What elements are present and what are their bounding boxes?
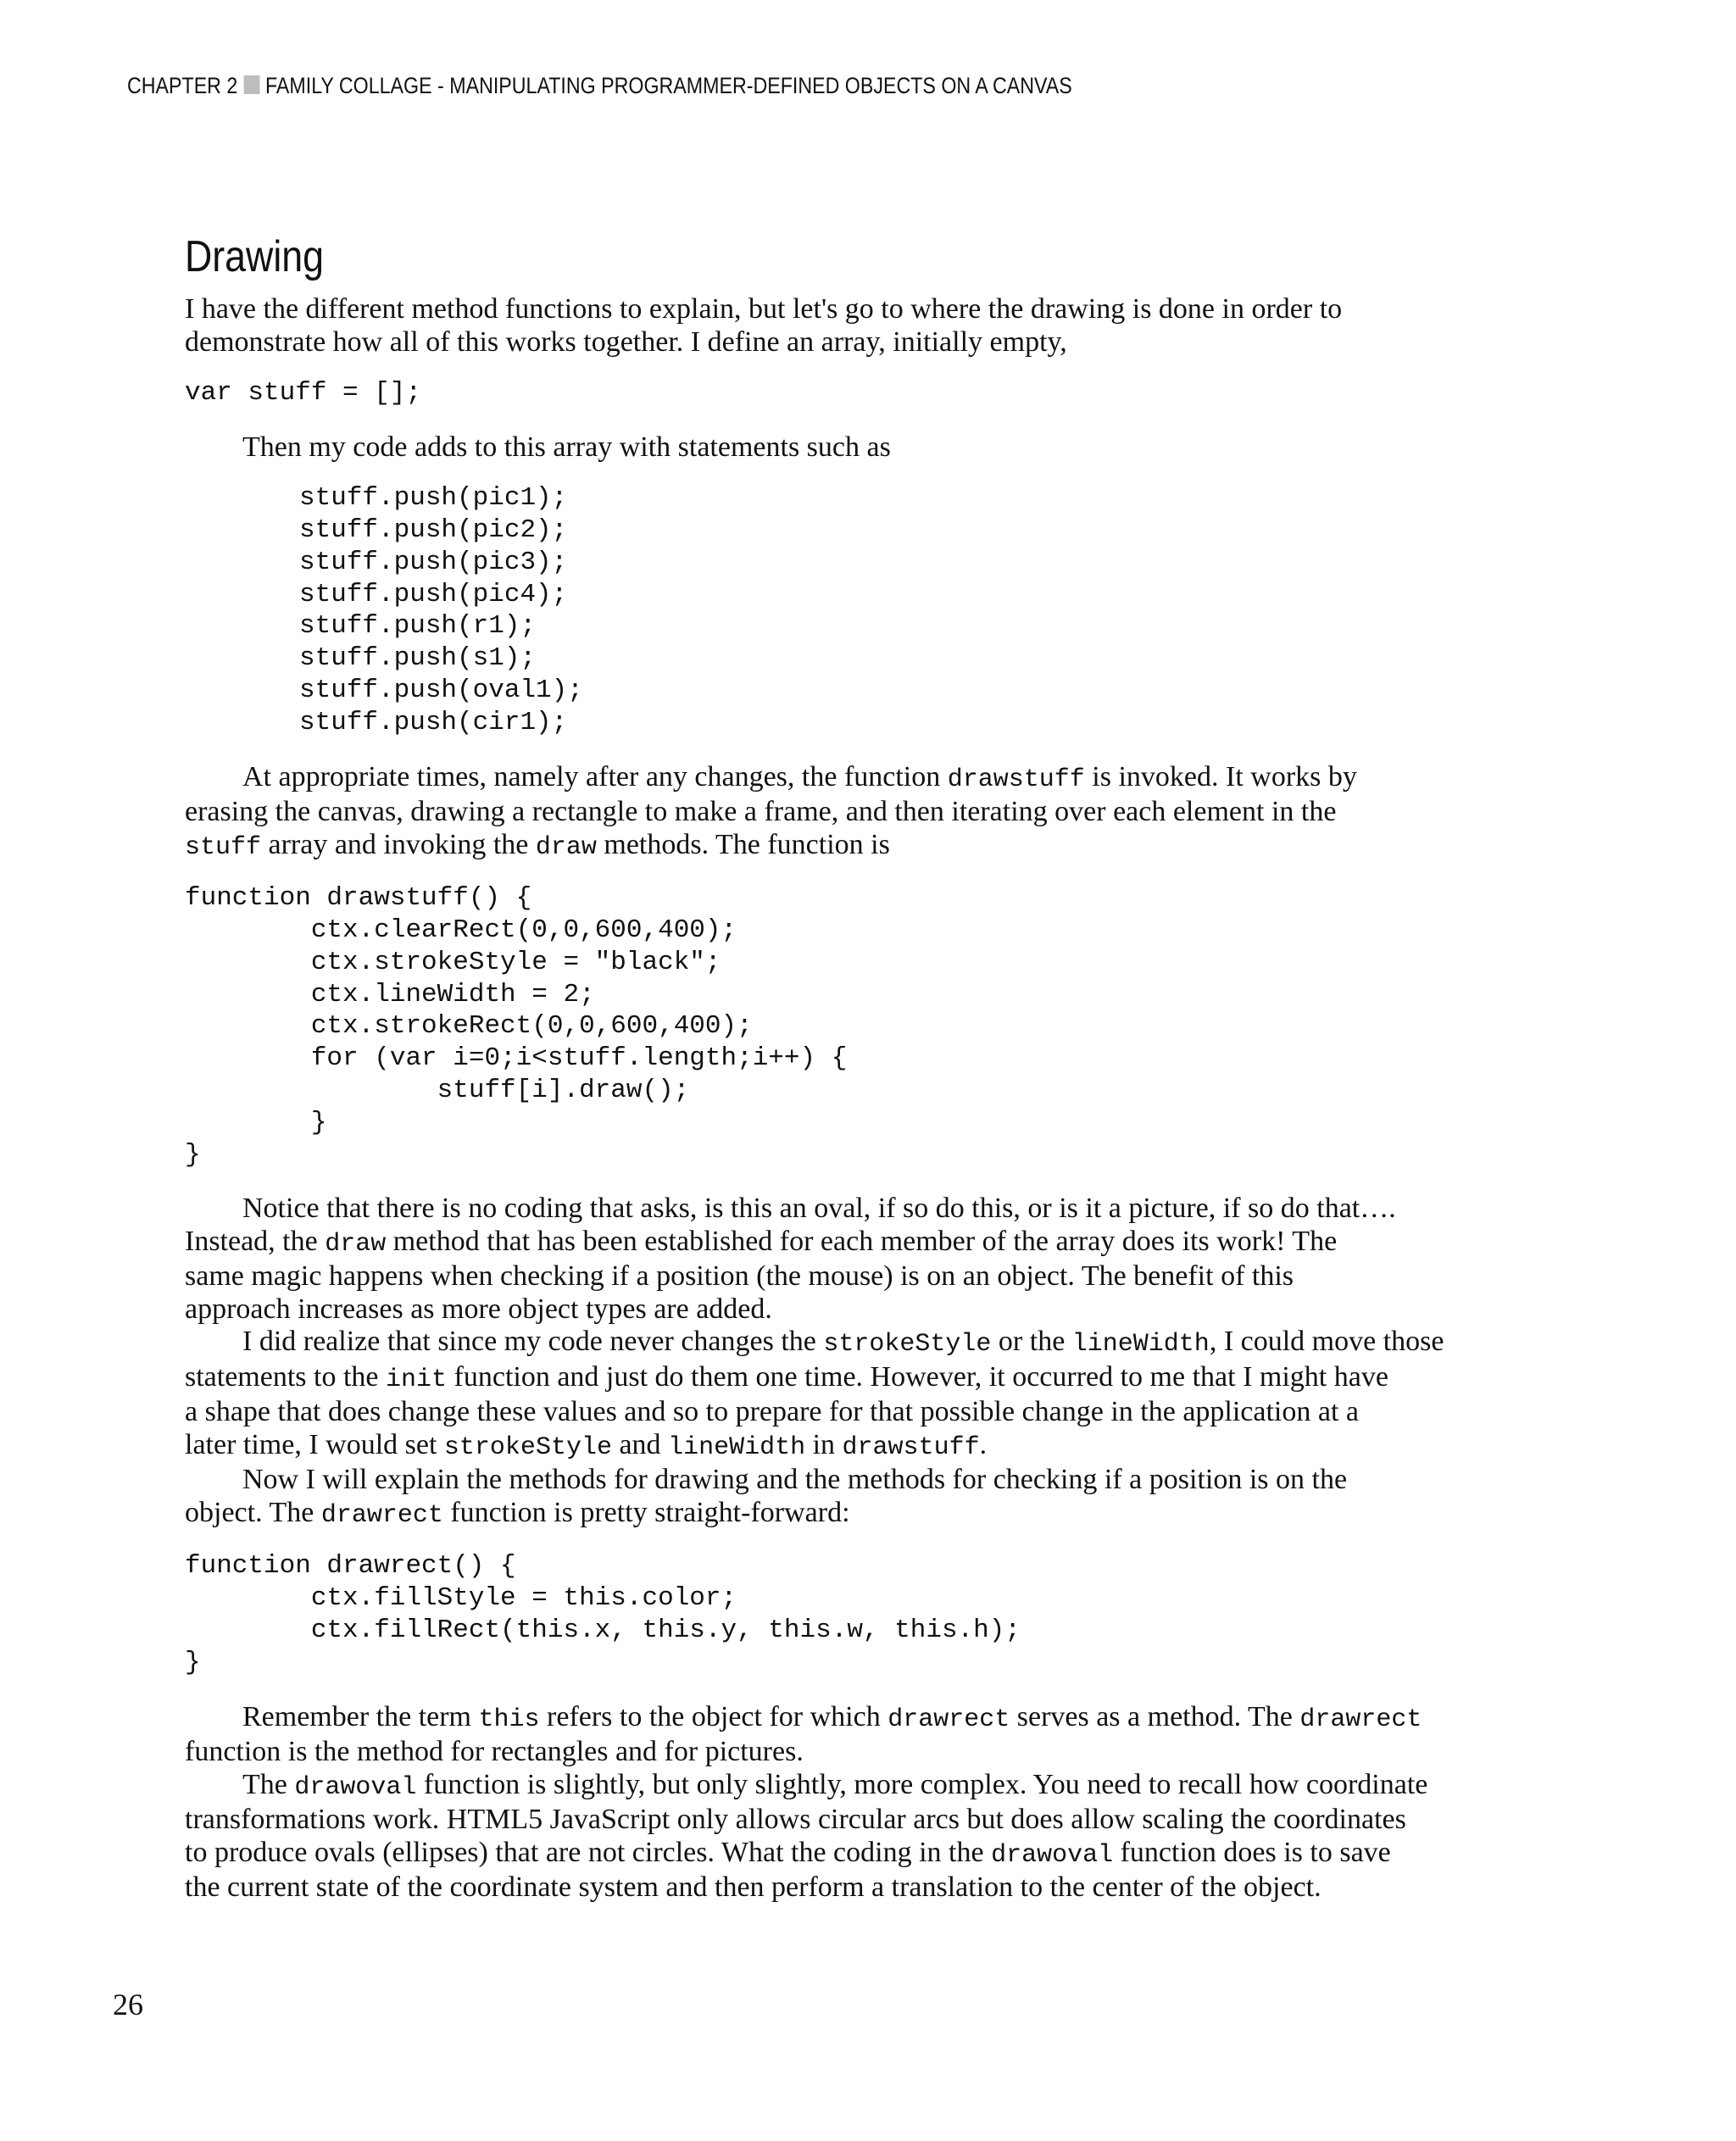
code-block-array-declaration: var stuff = []; (185, 378, 422, 408)
separator-square-icon (243, 75, 259, 94)
paragraph-explain-methods: Now I will explain the methods for drawing and the methods for checking if a position is on the object. The drawrect function is pretty straight-forward: (185, 1464, 1348, 1530)
paragraph-this-term: Remember the term this refers to the object for which drawrect serves as a method. The drawrect function is the method for rectangles and for pictures. (185, 1700, 1422, 1768)
code-block-push-statements: stuff.push(pic1); stuff.push(pic2); stuff.push(pic3); stuff.push(pic4); stuff.push(r1); stuff.push(s1); stuff.push(oval1); stuff.push(cir1); (299, 483, 583, 737)
chapter-label: CHAPTER 2 (127, 73, 238, 98)
code-block-drawstuff: function drawstuff() { ctx.clearRect(0,0,600,400); ctx.strokeStyle = "black"; ctx.lineWidth = 2; ctx.strokeRect(0,0,600,400); for (var i=0;i<stuff.length;i++) { stuff[i].draw(); } } (185, 883, 848, 1170)
code-block-drawrect: function drawrect() { ctx.fillStyle = this.color; ctx.fillRect(this.x, this.y, this.w, this.h); } (185, 1551, 1021, 1677)
paragraph-drawstuff: At appropriate times, namely after any changes, the function drawstuff is invoked. It works by erasing the canvas, drawing a rectangle to make a frame, and then iterating over each element in the stuff array and invoking the draw methods. The function is (185, 760, 1357, 862)
page-body (185, 227, 1558, 1905)
page-number: 26 (113, 1988, 143, 2021)
chapter-title: FAMILY COLLAGE - MANIPULATING PROGRAMMER-DEFINED OBJECTS ON A CANVAS (265, 73, 1072, 98)
paragraph-notice: Notice that there is no coding that asks, is this an oval, if so do this, or is it a picture, if so do that…. Instead, the draw method that has been established for each member of the array does its work! The same magic happens when checking if a position (the mouse) is on an object. The benefit of this approach increases as more object types are added. (185, 1193, 1396, 1325)
paragraph-drawoval: The drawoval function is slightly, but only slightly, more complex. You need to recall how coordinate transformations work. HTML5 JavaScript only allows circular arcs but does allow scaling the coordinates to produce ovals (ellipses) that are not circles. What the coding in the drawoval function does is to save the current state of the coordinate system and then perform a translation to the center of the object. (185, 1768, 1428, 1904)
paragraph-realize: I did realize that since my code never changes the strokeStyle or the lineWidth, I could move those statements to the init function and just do them one time. However, it occurred to me that I might have a shape that does change these values and so to prepare for that possible change in the application at a later time, I would set strokeStyle and lineWidth in drawstuff. (185, 1326, 1444, 1462)
paragraph-intro: I have the different method functions to explain, but let's go to where the drawing is done in order to demonstrate how all of this works together. I define an array, initially empty, (185, 293, 1343, 358)
running-header (127, 73, 1072, 99)
section-title: Drawing (185, 232, 325, 281)
paragraph-push-intro: Then my code adds to this array with statements such as (242, 431, 891, 463)
